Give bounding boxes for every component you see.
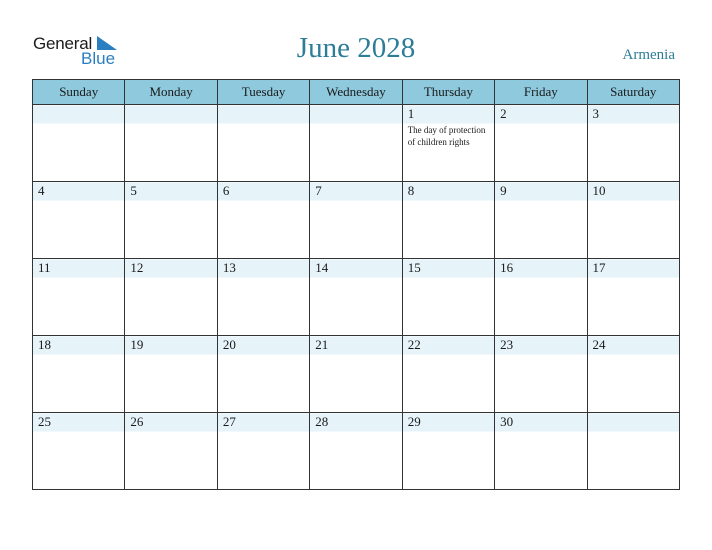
week-row <box>33 259 680 336</box>
day-cell <box>33 336 125 413</box>
day-cell <box>587 105 679 182</box>
day-number: 7 <box>315 183 322 198</box>
day-number: 20 <box>222 337 236 352</box>
day-cell <box>402 259 494 336</box>
day-number: 22 <box>407 337 421 352</box>
day-cell <box>125 105 217 182</box>
day-number: 27 <box>222 414 236 429</box>
day-number: 8 <box>407 183 415 198</box>
day-number: 14 <box>315 260 329 275</box>
day-cell <box>587 413 679 490</box>
day-number: 19 <box>130 337 144 352</box>
day-number: 1 <box>407 106 415 121</box>
weekday-header-row <box>33 80 680 105</box>
day-number <box>33 105 124 123</box>
day-number: 23 <box>500 337 514 352</box>
day-number: 10 <box>592 183 606 198</box>
day-number <box>218 105 309 123</box>
day-number: 15 <box>407 260 421 275</box>
day-cell <box>217 105 309 182</box>
day-cell <box>310 259 402 336</box>
day-cell <box>217 336 309 413</box>
day-number: 29 <box>407 414 421 429</box>
week-row <box>33 105 680 182</box>
day-cell <box>402 182 494 259</box>
day-cell <box>402 105 494 182</box>
country-label: Armenia <box>622 47 675 63</box>
day-cell <box>495 259 587 336</box>
weekday-header: Thursday <box>402 80 494 105</box>
day-cell <box>310 413 402 490</box>
day-cell <box>125 336 217 413</box>
day-number: 3 <box>592 106 600 121</box>
day-cell <box>125 413 217 490</box>
day-number: 12 <box>130 260 144 275</box>
calendar-title: June 2028 <box>296 32 416 64</box>
weekday-header: Sunday <box>33 80 125 105</box>
day-cell <box>217 413 309 490</box>
weekday-header: Friday <box>495 80 587 105</box>
day-number: 13 <box>222 260 236 275</box>
day-cell <box>495 413 587 490</box>
logo-word-general: General <box>33 34 93 53</box>
day-cell <box>125 182 217 259</box>
week-row <box>33 182 680 259</box>
weekday-header: Monday <box>125 80 217 105</box>
week-row <box>33 336 680 413</box>
day-cell <box>587 336 679 413</box>
day-cell <box>310 336 402 413</box>
day-cell <box>310 105 402 182</box>
day-cell <box>495 105 587 182</box>
day-cell <box>125 259 217 336</box>
holiday-event: The day of protection of children rights <box>407 125 486 147</box>
day-number: 21 <box>315 337 329 352</box>
day-number <box>125 105 216 123</box>
day-number: 30 <box>500 414 514 429</box>
day-number: 24 <box>592 337 606 352</box>
day-number: 28 <box>315 414 329 429</box>
day-number: 9 <box>500 183 507 198</box>
day-cell <box>33 259 125 336</box>
weekday-header: Wednesday <box>310 80 402 105</box>
day-number: 26 <box>130 414 144 429</box>
day-number <box>588 413 679 431</box>
day-cell <box>587 259 679 336</box>
day-cell <box>33 182 125 259</box>
day-cell <box>495 336 587 413</box>
weekday-header: Tuesday <box>217 80 309 105</box>
day-number: 6 <box>222 183 230 198</box>
day-number: 11 <box>38 260 51 275</box>
day-cell <box>587 182 679 259</box>
day-number: 18 <box>38 337 51 352</box>
day-number: 17 <box>592 260 606 275</box>
week-row <box>33 413 680 490</box>
day-cell <box>33 413 125 490</box>
day-cell <box>495 182 587 259</box>
day-number: 5 <box>130 183 137 198</box>
day-cell <box>402 413 494 490</box>
day-cell <box>217 182 309 259</box>
day-cell <box>33 105 125 182</box>
day-cell <box>402 336 494 413</box>
day-number: 2 <box>500 106 507 121</box>
day-number: 16 <box>500 260 514 275</box>
calendar-grid <box>32 79 680 490</box>
day-number: 4 <box>38 183 45 198</box>
day-number: 25 <box>38 414 51 429</box>
logo-word-blue: Blue <box>81 49 116 68</box>
day-cell <box>310 182 402 259</box>
day-cell <box>217 259 309 336</box>
weekday-header: Saturday <box>587 80 679 105</box>
day-number <box>310 105 401 123</box>
